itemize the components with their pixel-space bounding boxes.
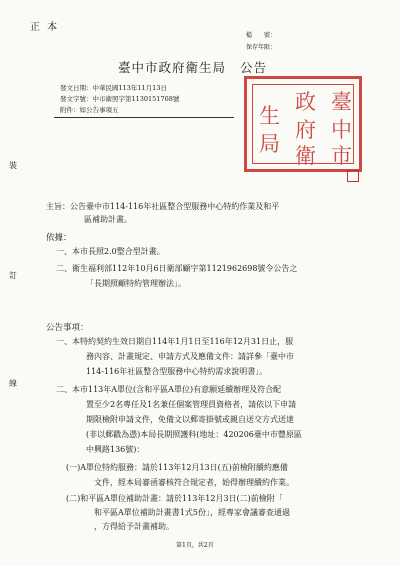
announcement-1-line-2: 務內容、計畫規定、申請方式及應備文件：請詳參「臺中市 (86, 352, 294, 361)
official-seal-stamp: 臺 中 市 政 府 衛 生 局 (244, 76, 362, 172)
announcement-1-line-3: 114-116年社區整合型服務中心特約需求說明書」。 (86, 367, 268, 376)
announcements-heading: 公告事項： (46, 323, 89, 333)
basis-item-1: 一、本市長照2.0整合型計畫。 (56, 247, 165, 256)
page-number: 第1頁，共2頁 (176, 542, 214, 549)
margin-mark-top: 裝 (9, 161, 17, 170)
announcement-2-line-4: (非以郵戳為憑)本局長期照護科(地址：420206臺中市豐原區 (86, 430, 302, 439)
basis-heading: 依據： (46, 233, 72, 243)
subject-line-2: 區補助計畫。 (84, 215, 132, 224)
retention-label: 保存年限： (246, 44, 277, 51)
subject-line-1: 主旨：公告臺中市114-116年社區整合型服務中心特約作業及和平 (46, 202, 280, 211)
margin-mark-bottom: 線 (9, 379, 17, 388)
sub-item-b-line-1: (二)和平區A單位補助計畫：請於113年12月3日(二)前檢附「 (66, 494, 283, 503)
sub-item-b-line-3: ，方得給予計畫補助。 (94, 522, 174, 531)
basis-item-2-cont: 「長期照顧特約管理辦法」。 (86, 279, 186, 288)
announcement-2-line-1: 二、本市113年A單位(含和平區A單位)有意願延續辦理及符合配 (56, 385, 282, 394)
sub-item-b-line-2: 和平區A單位補助計畫書1式5份」，經專家會議審查通過 (94, 508, 290, 517)
document-type: 公告 (240, 60, 268, 75)
file-number-label: 檔 號： (246, 32, 277, 39)
sub-item-a-line-1: (一)A單位特約服務：請於113年12月13日(五)前檢附續約應備 (66, 463, 288, 472)
document-number: 發文字號：中市衛照字第1130151768號 (60, 95, 180, 103)
margin-mark-middle: 訂 (9, 271, 17, 280)
announcement-2-line-5: 中興路136號)： (86, 445, 145, 454)
announcement-2-line-2: 置至少2名專任及1名兼任個案管理員資格者，請依以下申請 (86, 400, 297, 409)
announcement-2-line-3: 期限檢附申請文件，免備文以郵寄掛號或親自送交方式送達 (86, 415, 294, 424)
basis-item-2: 二、衛生福利部112年10月6日衛部顧字第1121962698號令公告之 (56, 264, 298, 273)
copy-label: 正 本 (30, 22, 60, 33)
header-divider (54, 117, 234, 118)
issuing-organization: 臺中市政府衛生局 (118, 60, 227, 75)
document-title (118, 58, 267, 76)
attachment-note: 附件：如公告事項五 (60, 106, 119, 114)
small-stamp (347, 170, 359, 182)
announcement-1-line-1: 一、本特約契約生效日期自114年1月1日至116年12月31日止，服 (56, 337, 294, 346)
sub-item-a-line-2: 文件，經本局審函審核符合規定者，始得辦理續約作業。 (94, 478, 294, 487)
issue-date: 發文日期：中華民國113年11月13日 (60, 84, 167, 92)
